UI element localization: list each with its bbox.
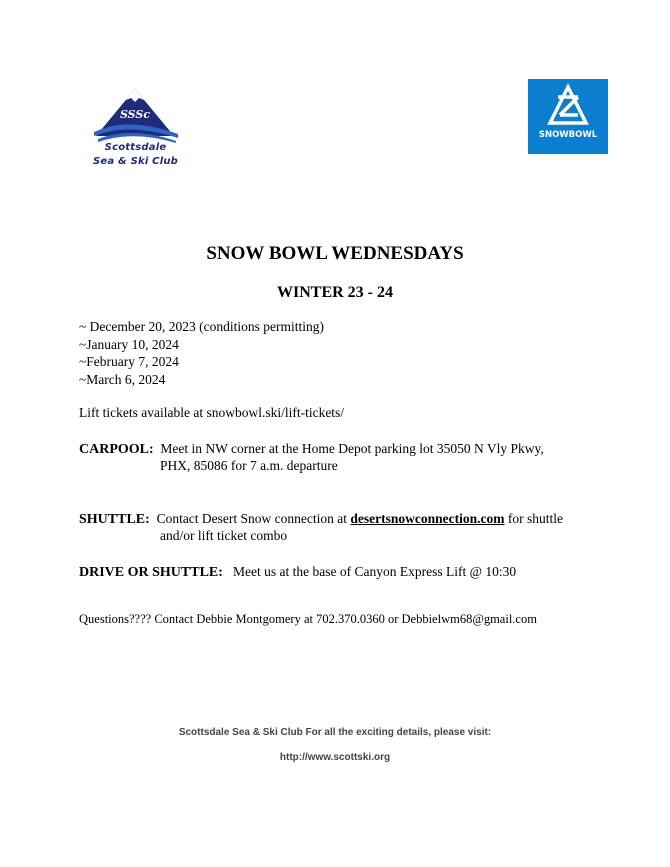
shuttle-text-cont: and/or lift ticket combo <box>160 528 288 543</box>
carpool-text: Meet in NW corner at the Home Depot parking lot 35050 N Vly Pkwy, <box>160 441 544 456</box>
carpool-label: CARPOOL: <box>79 442 154 457</box>
shuttle-text: Contact Desert Snow connection at <box>156 511 348 526</box>
snowbowl-logo <box>528 79 608 154</box>
questions-text: Questions???? Contact Debbie Montgomery at 702.370.0360 or Debbielwm68@gmail.com <box>79 612 537 626</box>
date-item: ~March 6, 2024 <box>79 371 166 387</box>
shuttle-link[interactable]: desertsnowconnection.com <box>350 511 505 526</box>
mountain-logo-icon <box>88 86 183 144</box>
drive-text: Meet us at the base of Canyon Express Lift @ 10:30 <box>233 564 517 579</box>
date-item: ~January 10, 2024 <box>79 336 179 352</box>
date-list <box>79 318 324 388</box>
shuttle-label: SHUTTLE: <box>79 512 150 527</box>
page-subtitle: WINTER 23 - 24 <box>276 284 393 301</box>
carpool-text-cont: PHX, 85086 for 7 a.m. departure <box>160 458 338 473</box>
snowbowl-wordmark: SNOWBOWL <box>538 130 598 140</box>
lift-tickets-text: Lift tickets available at snowbowl.ski/lift-tickets/ <box>79 405 345 420</box>
date-item: ~February 7, 2024 <box>79 354 179 369</box>
carpool-section <box>79 440 544 459</box>
club-logo <box>88 86 183 170</box>
snowbowl-mountain-icon <box>528 79 608 129</box>
shuttle-section <box>79 510 563 529</box>
page-title: SNOW BOWL WEDNESDAYS <box>206 243 464 264</box>
drive-label: DRIVE OR SHUTTLE: <box>79 565 223 580</box>
date-item: ~ December 20, 2023 (conditions permitting) <box>79 319 324 334</box>
club-name-line2: Sea & Ski Club <box>92 156 179 167</box>
shuttle-text-after: for shuttle <box>507 511 563 526</box>
drive-section <box>79 563 516 582</box>
footer-url[interactable]: http://www.scottski.org <box>279 752 391 763</box>
club-name-line1: Scottsdale <box>104 142 167 153</box>
club-monogram: SSSc <box>119 108 151 121</box>
footer-line: Scottsdale Sea & Ski Club For all the exciting details, please visit: <box>178 727 492 738</box>
